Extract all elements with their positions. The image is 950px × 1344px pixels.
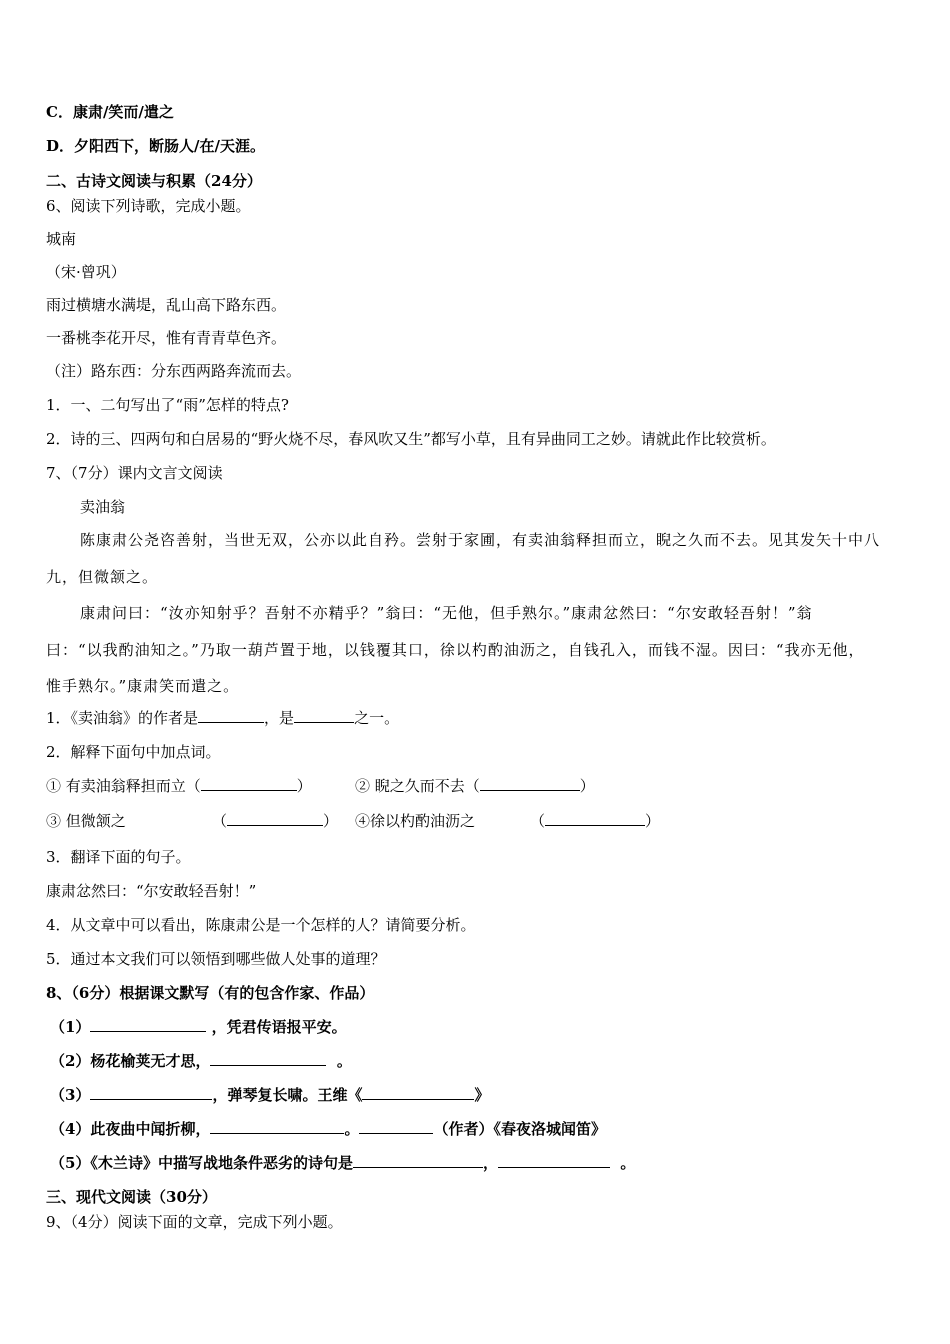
q6-prompt: 6、阅读下列诗歌，完成小题。 bbox=[46, 197, 251, 215]
q8-l5-b: ， bbox=[482, 1154, 498, 1172]
passage-title: 卖油翁 bbox=[80, 498, 126, 516]
q8-l4-c: （作者）《春夜洛城闻笛》 bbox=[433, 1120, 606, 1138]
q8-l3-c: 》 bbox=[474, 1086, 490, 1104]
item4-close: ） bbox=[645, 812, 661, 830]
q7-sub1-text-b: ，是 bbox=[264, 709, 295, 727]
q9-prompt: 9、（4分）阅读下面的文章，完成下列小题。 bbox=[46, 1213, 343, 1231]
answer-blank[interactable] bbox=[294, 708, 354, 723]
q8-l1-a: （1） bbox=[50, 1018, 91, 1036]
q7-sub3-sentence: 康肃忿然曰：“尔安敢轻吾射！” bbox=[46, 882, 257, 900]
q8-line2 bbox=[50, 1051, 352, 1071]
q8-line5 bbox=[50, 1153, 635, 1173]
q7-item1 bbox=[46, 776, 312, 796]
q8-l3-b: ，弹琴复长啸。王维《 bbox=[212, 1086, 363, 1104]
answer-blank[interactable] bbox=[198, 708, 264, 723]
passage-para2-line2: 曰：“以我酌油知之。”乃取一葫芦置于地，以钱覆其口，徐以杓酌油沥之，自钱孔入，而钱不湿。因曰：“我亦无他， bbox=[46, 641, 865, 659]
q6-sub2: 2．诗的三、四两句和白居易的“野火烧不尽，春风吹又生”都写小草，且有异曲同工之妙。请就此作比较赏析。 bbox=[46, 430, 776, 448]
poem-line-1: 雨过横塘水满堤，乱山高下路东西。 bbox=[46, 296, 287, 314]
answer-blank[interactable] bbox=[210, 1051, 326, 1066]
q7-item3-answer bbox=[212, 811, 338, 831]
item2-text: ② 睨之久而不去（ bbox=[355, 777, 480, 795]
poem-line-2: 一番桃李花开尽，惟有青青草色齐。 bbox=[46, 329, 287, 347]
passage-para1-line2: 九，但微颔之。 bbox=[46, 568, 159, 586]
poem-note: （注）路东西：分东西两路奔流而去。 bbox=[46, 362, 302, 380]
item3-open: （ bbox=[212, 812, 228, 830]
option-c: C．康肃/笑而/遣之 bbox=[46, 103, 174, 121]
q7-item4-answer bbox=[530, 811, 660, 831]
q7-prompt: 7、（7分）课内文言文阅读 bbox=[46, 464, 223, 482]
q8-line3 bbox=[50, 1085, 489, 1105]
answer-blank[interactable] bbox=[498, 1153, 610, 1168]
passage-para1-line1: 陈康肃公尧咨善射，当世无双，公亦以此自矜。尝射于家圃，有卖油翁释担而立，睨之久而不去。见其发矢十中八 bbox=[80, 531, 881, 549]
item3-close: ） bbox=[323, 812, 339, 830]
poem-author: （宋·曾巩） bbox=[46, 263, 126, 281]
section2-heading: 二、古诗文阅读与积累（24分） bbox=[46, 172, 262, 190]
q7-sub1 bbox=[46, 708, 399, 728]
passage-para2-line3: 惟手熟尔。”康肃笑而遣之。 bbox=[46, 677, 240, 695]
answer-blank[interactable] bbox=[359, 1119, 433, 1134]
q7-sub4: 4．从文章中可以看出，陈康肃公是一个怎样的人？请简要分析。 bbox=[46, 916, 476, 934]
q8-l1-b: ，凭君传语报平安。 bbox=[211, 1018, 347, 1036]
q7-sub3: 3．翻译下面的句子。 bbox=[46, 848, 191, 866]
answer-blank[interactable] bbox=[210, 1119, 344, 1134]
item3-text: ③ 但微颔之 bbox=[46, 812, 126, 830]
passage-para2-line1: 康肃问曰：“汝亦知射乎？吾射不亦精乎？”翁曰：“无他，但手熟尔。”康肃忿然曰：“尔安敢轻吾射！”翁 bbox=[80, 604, 813, 622]
q8-prompt: 8、（6分）根据课文默写（有的包含作家、作品） bbox=[46, 984, 375, 1002]
option-d: D．夕阳西下，断肠人/在/天涯。 bbox=[46, 137, 265, 155]
q7-item2 bbox=[355, 776, 595, 796]
q8-l3-a: （3） bbox=[50, 1086, 91, 1104]
q6-sub1: 1．一、二句写出了“雨”怎样的特点? bbox=[46, 396, 289, 414]
q7-item4 bbox=[355, 811, 475, 831]
q7-item3 bbox=[46, 811, 126, 831]
item1-text: ① 有卖油翁释担而立（ bbox=[46, 777, 201, 795]
q7-sub1-text-a: 1．《卖油翁》的作者是 bbox=[46, 709, 199, 727]
answer-blank[interactable] bbox=[353, 1153, 483, 1168]
poem-title: 城南 bbox=[46, 230, 77, 248]
item1-close: ） bbox=[296, 777, 312, 795]
answer-blank[interactable] bbox=[545, 811, 645, 826]
q7-sub2: 2．解释下面句中加点词。 bbox=[46, 743, 221, 761]
q8-l2-a: （2）杨花榆荚无才思， bbox=[50, 1052, 211, 1070]
q8-l4-b: 。 bbox=[344, 1120, 360, 1138]
answer-blank[interactable] bbox=[362, 1085, 474, 1100]
q8-l5-c: 。 bbox=[620, 1154, 636, 1172]
answer-blank[interactable] bbox=[90, 1017, 206, 1032]
answer-blank[interactable] bbox=[90, 1085, 212, 1100]
q7-sub1-text-c: 之一。 bbox=[354, 709, 400, 727]
item4-open: （ bbox=[530, 812, 546, 830]
section3-heading: 三、现代文阅读（30分） bbox=[46, 1188, 217, 1206]
answer-blank[interactable] bbox=[480, 776, 580, 791]
q8-l2-b: 。 bbox=[336, 1052, 352, 1070]
q8-l4-a: （4）此夜曲中闻折柳， bbox=[50, 1120, 211, 1138]
item4-text: ④徐以杓酌油沥之 bbox=[355, 812, 476, 830]
item2-close: ） bbox=[579, 777, 595, 795]
q8-line1 bbox=[50, 1017, 347, 1037]
answer-blank[interactable] bbox=[201, 776, 297, 791]
q8-line4 bbox=[50, 1119, 606, 1139]
answer-blank[interactable] bbox=[227, 811, 323, 826]
q7-sub5: 5．通过本文我们可以领悟到哪些做人处事的道理？ bbox=[46, 950, 386, 968]
q8-l5-a: （5）《木兰诗》中描写战地条件恶劣的诗句是 bbox=[50, 1154, 353, 1172]
